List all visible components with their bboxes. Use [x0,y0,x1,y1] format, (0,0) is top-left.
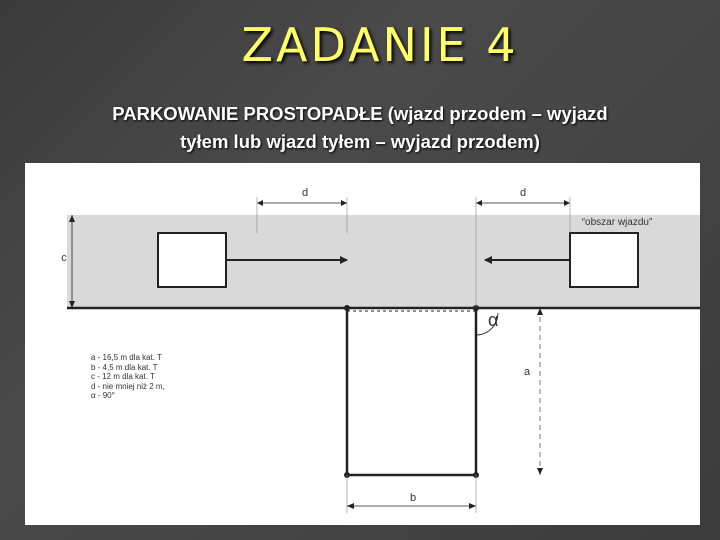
label-b: b [409,492,417,504]
dim-a-arrow-bottom [537,468,543,475]
diagram-panel [25,163,700,525]
slide-title: ZADANIE 4 [241,18,519,72]
label-alpha: α [488,310,499,330]
parking-diagram [25,163,700,525]
vehicle-right [570,233,638,287]
label-a: a [523,366,531,378]
dim-d-left-arrow-b [341,200,347,206]
bay-corner-dot-left [344,305,350,311]
legend-line-d: d - nie mniej niż 2 m, [91,381,165,391]
subtitle-line-2: tyłem lub wjazd tyłem – wyjazd przodem) [180,131,540,152]
dim-b-arrow-a [347,503,354,509]
legend-line-c: c - 12 m dla kat. T [91,372,155,381]
subtitle-line-1: PARKOWANIE PROSTOPADŁE (wjazd przodem – wyjazd [112,103,608,124]
entry-zone-label: “obszar wjazdu” [581,217,653,228]
dim-b-arrow-b [469,503,476,509]
dim-d-right-arrow-b [564,200,570,206]
legend-line-b: b - 4,5 m dla kat. T [91,362,158,372]
label-d-right: d [519,187,527,199]
legend-line-alpha: α - 90° [91,391,115,400]
vehicle-left [158,233,226,287]
dimension-legend [91,353,165,401]
slide-subtitle [18,100,702,156]
label-c: c [61,252,67,264]
dim-d-left-arrow-a [257,200,263,206]
label-d-left: d [301,187,309,199]
legend-line-a: a - 16,5 m dla kat. T [91,353,162,362]
dim-d-right-arrow-a [476,200,482,206]
